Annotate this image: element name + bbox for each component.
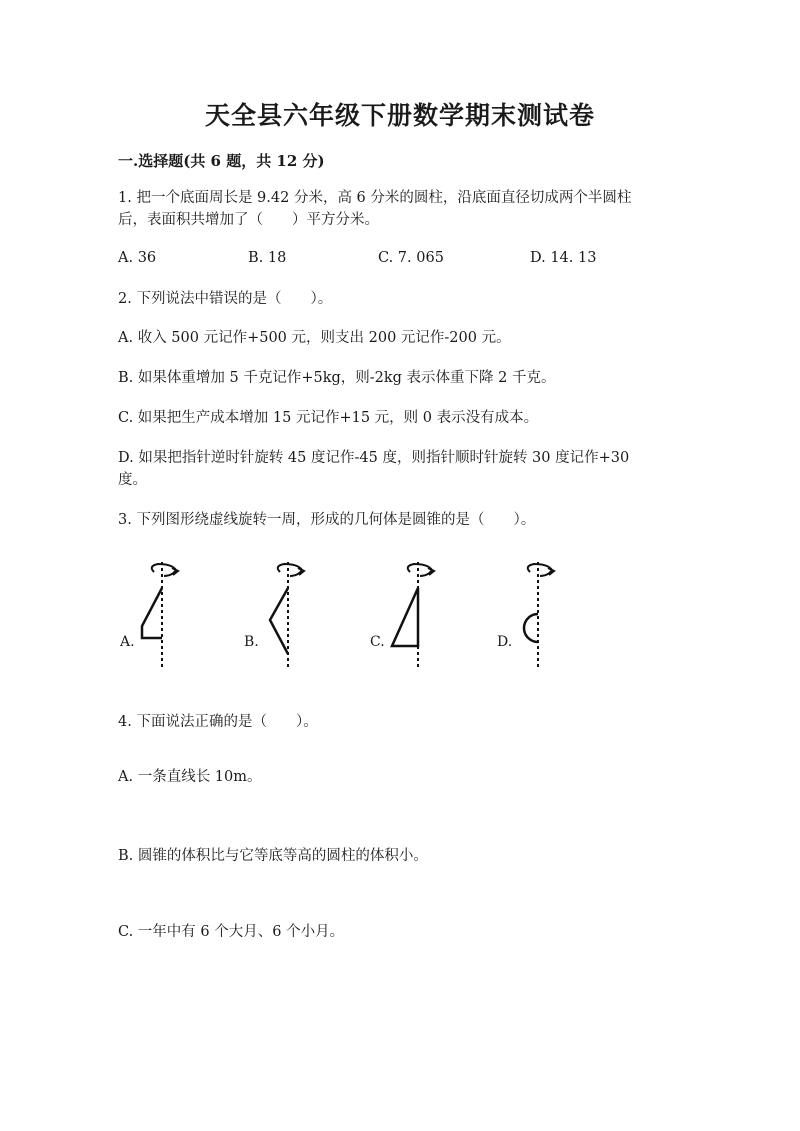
question-1-line-1: 1. 把一个底面周长是 9.42 分米，高 6 分米的圆柱，沿底面直径切成两个半圆柱 [118,190,632,206]
question-1-line-2: 后，表面积共增加了（ ）平方分米。 [118,212,379,228]
question-1-option-c[interactable]: C. 7. 065 [378,250,444,266]
figure-b-shape[interactable] [258,558,318,670]
question-1-option-d[interactable]: D. 14. 13 [530,250,597,266]
figure-c-label[interactable]: C. [370,634,385,650]
question-2-option-a[interactable]: A. 收入 500 元记作+500 元，则支出 200 元记作-200 元。 [118,330,511,346]
question-4-option-a[interactable]: A. 一条直线长 10m。 [118,769,262,785]
figure-d-label[interactable]: D. [497,634,513,650]
page-title: 天全县六年级下册数学期末测试卷 [204,101,595,130]
question-1-option-a[interactable]: A. 36 [118,250,157,266]
figure-d-shape[interactable] [508,558,568,670]
question-3-stem: 3. 下列图形绕虚线旋转一周，形成的几何体是圆锥的是（ ）。 [118,512,536,528]
question-4-stem: 4. 下面说法正确的是（ ）。 [118,714,318,730]
question-4-option-c[interactable]: C. 一年中有 6 个大月、6 个小月。 [118,924,345,940]
question-1-option-b[interactable]: B. 18 [248,250,287,266]
question-2-option-b[interactable]: B. 如果体重增加 5 千克记作+5kg，则-2kg 表示体重下降 2 千克。 [118,370,556,386]
question-4-option-b[interactable]: B. 圆锥的体积比与它等底等高的圆柱的体积小。 [118,848,428,864]
figure-a-label[interactable]: A. [120,634,135,650]
question-2-option-c[interactable]: C. 如果把生产成本增加 15 元记作+15 元，则 0 表示没有成本。 [118,410,539,426]
question-2-option-d-line-2: 度。 [118,472,147,488]
question-2-option-d-line-1[interactable]: D. 如果把指针逆时针旋转 45 度记作-45 度，则指针顺时针旋转 30 度记作+30 [118,450,630,466]
figure-a-shape[interactable] [132,558,192,670]
figure-c-shape[interactable] [388,558,448,670]
figure-b-label[interactable]: B. [244,634,259,650]
question-2-stem: 2. 下列说法中错误的是（ ）。 [118,291,333,307]
section-heading: 一.选择题(共 6 题，共 12 分) [118,152,325,170]
